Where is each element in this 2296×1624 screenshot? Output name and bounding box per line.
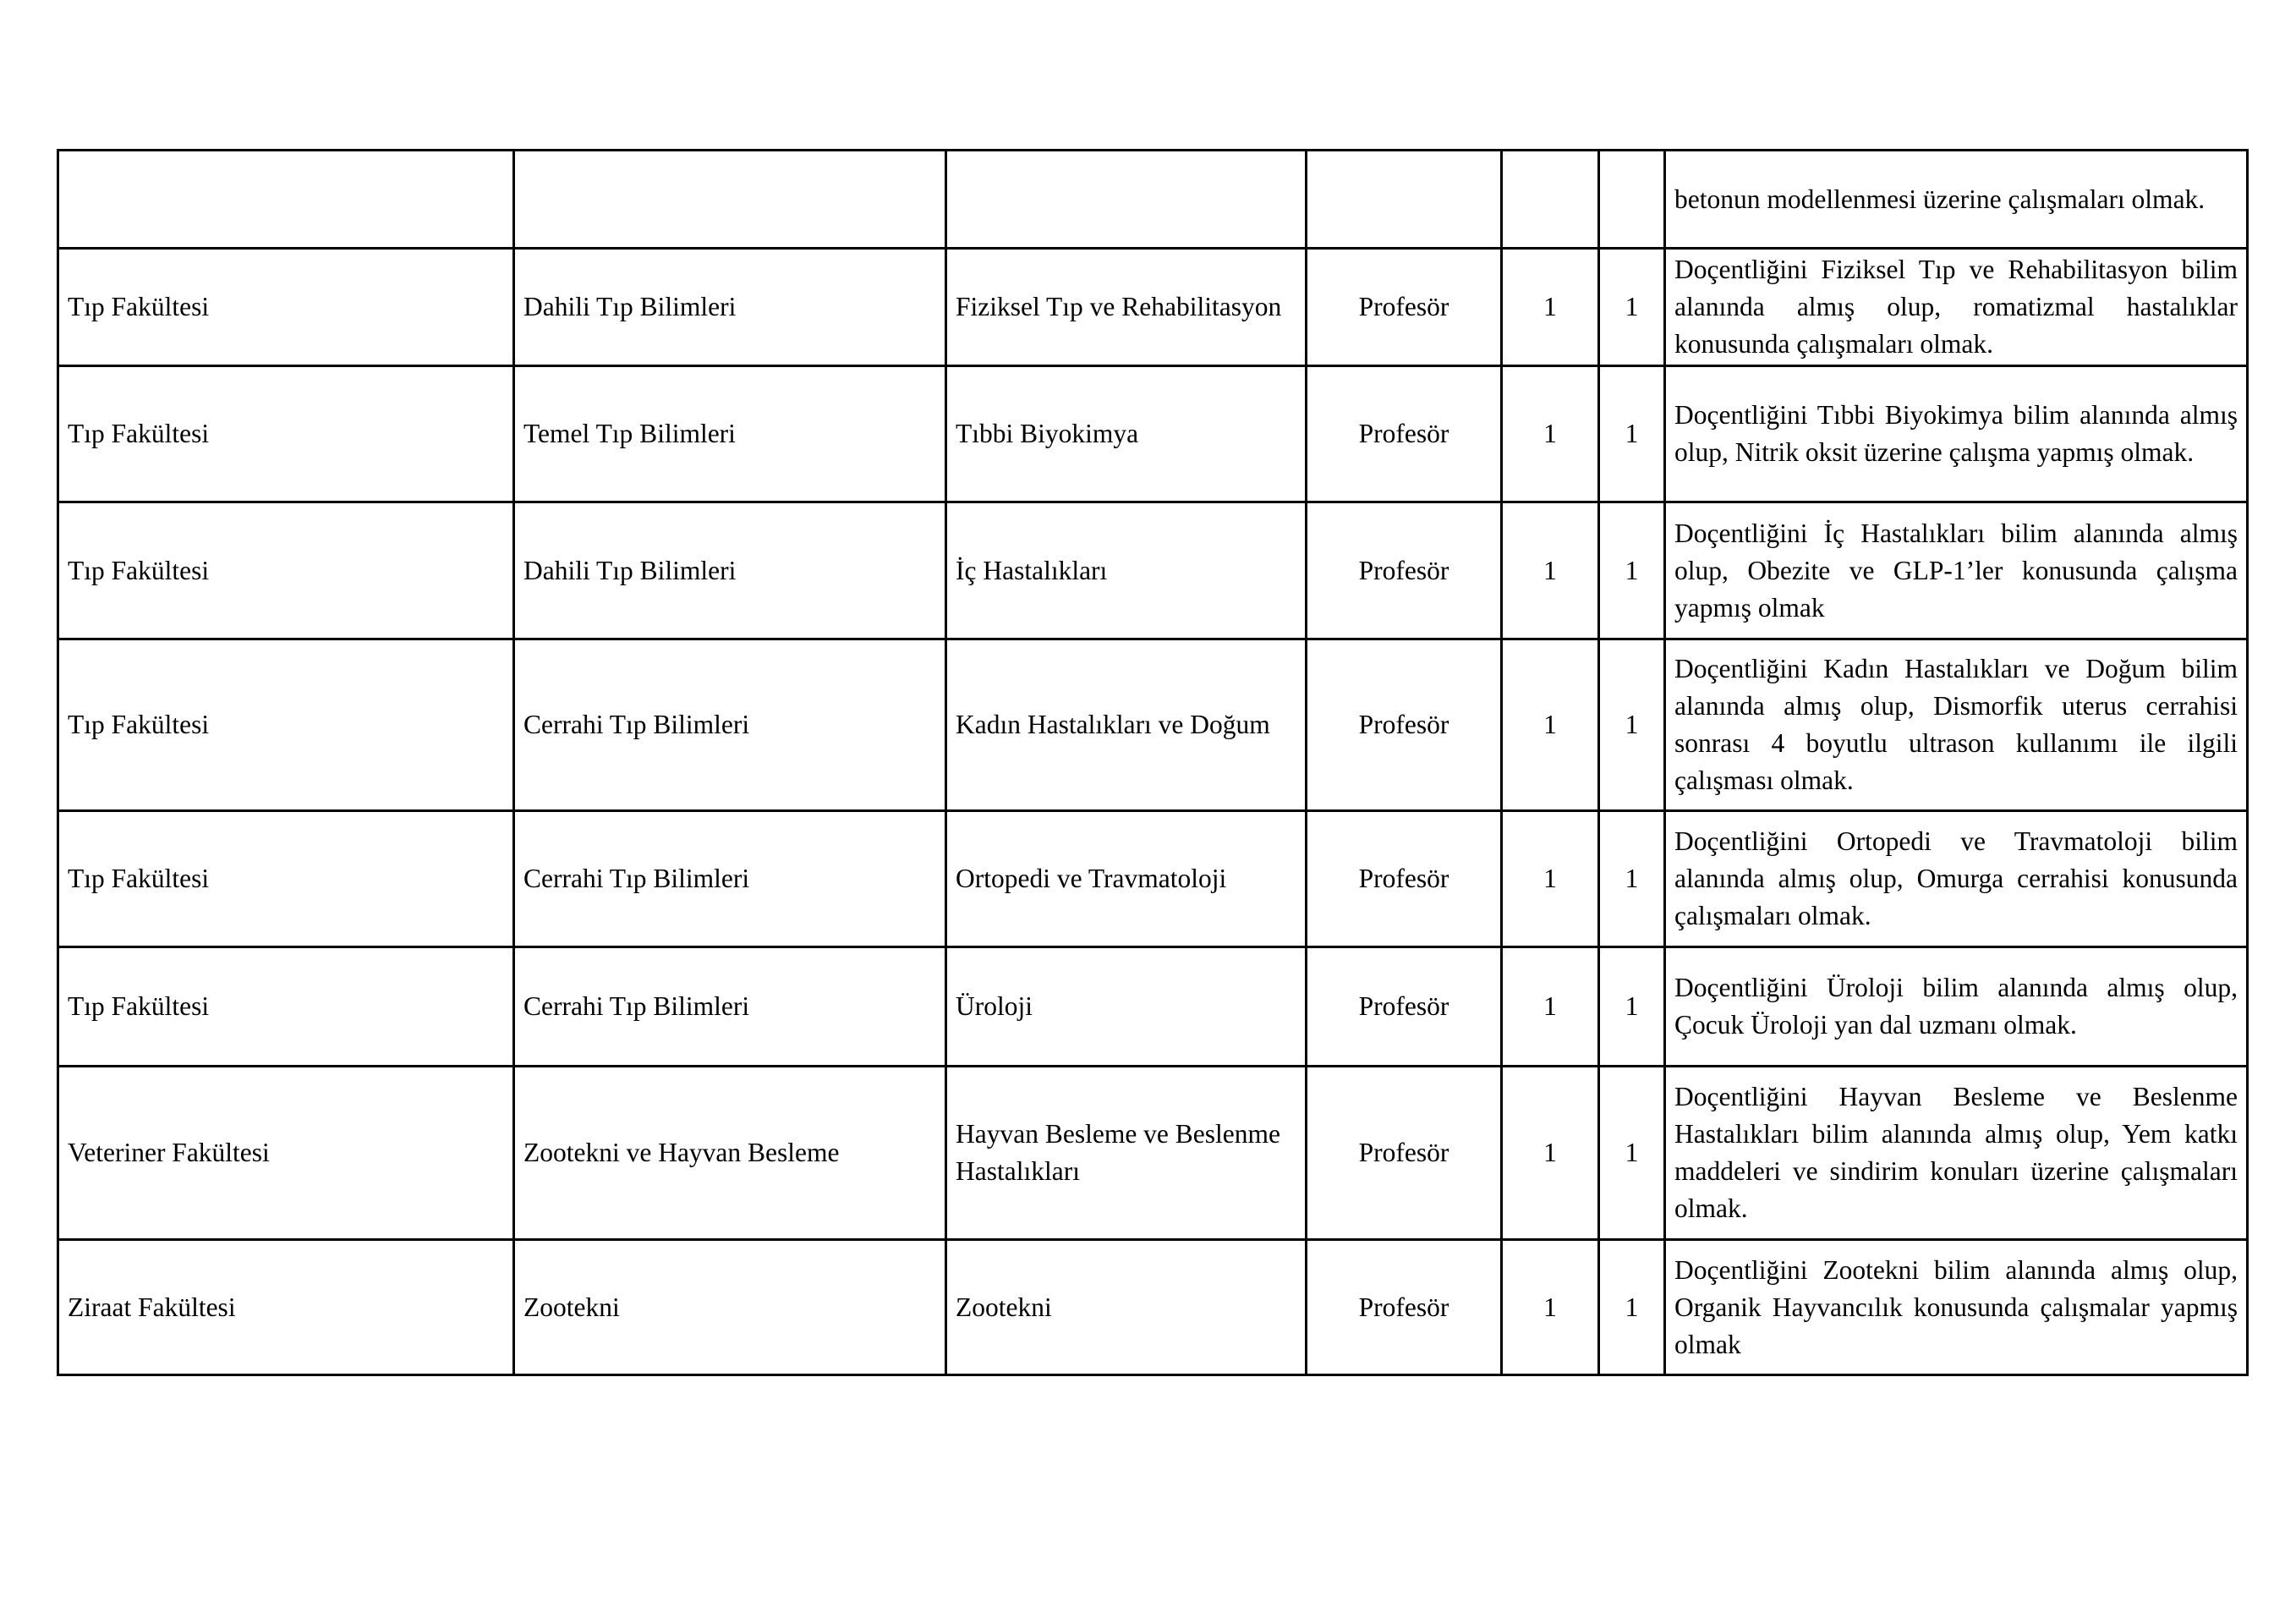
field-cell: Tıbbi Biyokimya: [946, 366, 1307, 502]
requirement-cell: Doçentliğini İç Hastalıkları bilim alanında almış olup, Obezite ve GLP-1’ler konusunda çalışma yapmış olmak: [1665, 502, 2248, 639]
requirement-cell: Doçentliğini Hayvan Besleme ve Beslenme Hastalıkları bilim alanında almış olup, Yem katkı maddeleri ve sindirim konuları üzerine çalışmaları olmak.: [1665, 1067, 2248, 1240]
faculty-cell: Tıp Fakültesi: [58, 366, 514, 502]
title-cell: Profesör: [1307, 947, 1502, 1067]
count-b-cell: 1: [1599, 249, 1665, 366]
table-row: [58, 639, 2248, 811]
table-row-continuation: [58, 151, 2248, 249]
field-cell: Fiziksel Tıp ve Rehabilitasyon: [946, 249, 1307, 366]
count-b-cell: 1: [1599, 639, 1665, 811]
faculty-cell: Tıp Fakültesi: [58, 639, 514, 811]
title-cell: Profesör: [1307, 1067, 1502, 1240]
department-cell: Cerrahi Tıp Bilimleri: [514, 947, 946, 1067]
faculty-cell: Tıp Fakültesi: [58, 502, 514, 639]
requirement-cell: Doçentliğini Tıbbi Biyokimya bilim alanında almış olup, Nitrik oksit üzerine çalışma yapmış olmak.: [1665, 366, 2248, 502]
faculty-cell: Tıp Fakültesi: [58, 811, 514, 947]
count-a-cell: 1: [1502, 249, 1599, 366]
table-row: [58, 249, 2248, 366]
count-a-cell: 1: [1502, 1240, 1599, 1375]
table-row: [58, 811, 2248, 947]
title-cell: Profesör: [1307, 502, 1502, 639]
count-b-cell: 1: [1599, 366, 1665, 502]
department-cell: Dahili Tıp Bilimleri: [514, 249, 946, 366]
faculty-cell: [58, 151, 514, 249]
faculty-cell: Tıp Fakültesi: [58, 947, 514, 1067]
department-cell: Cerrahi Tıp Bilimleri: [514, 639, 946, 811]
field-cell: Kadın Hastalıkları ve Doğum: [946, 639, 1307, 811]
count-a-cell: [1502, 151, 1599, 249]
faculty-cell: Veteriner Fakültesi: [58, 1067, 514, 1240]
faculty-cell: Ziraat Fakültesi: [58, 1240, 514, 1375]
department-cell: Cerrahi Tıp Bilimleri: [514, 811, 946, 947]
requirement-cell: Doçentliğini Kadın Hastalıkları ve Doğum bilim alanında almış olup, Dismorfik uterus cerrahisi sonrası 4 boyutlu ultrason kullanımı ile ilgili çalışması olmak.: [1665, 639, 2248, 811]
field-cell: [946, 151, 1307, 249]
title-cell: [1307, 151, 1502, 249]
count-a-cell: 1: [1502, 947, 1599, 1067]
title-cell: Profesör: [1307, 249, 1502, 366]
count-b-cell: 1: [1599, 502, 1665, 639]
count-a-cell: 1: [1502, 1067, 1599, 1240]
requirement-cell: Doçentliğini Ortopedi ve Travmatoloji bilim alanında almış olup, Omurga cerrahisi konusunda çalışmaları olmak.: [1665, 811, 2248, 947]
count-b-cell: 1: [1599, 811, 1665, 947]
requirement-cell: Doçentliğini Zootekni bilim alanında almış olup, Organik Hayvancılık konusunda çalışmalar yapmış olmak: [1665, 1240, 2248, 1375]
table-row: [58, 1067, 2248, 1240]
table-row: [58, 947, 2248, 1067]
field-cell: Hayvan Besleme ve Beslenme Hastalıkları: [946, 1067, 1307, 1240]
table-row: [58, 366, 2248, 502]
field-cell: Zootekni: [946, 1240, 1307, 1375]
title-cell: Profesör: [1307, 1240, 1502, 1375]
count-b-cell: [1599, 151, 1665, 249]
count-a-cell: 1: [1502, 502, 1599, 639]
count-b-cell: 1: [1599, 1240, 1665, 1375]
count-a-cell: 1: [1502, 639, 1599, 811]
count-a-cell: 1: [1502, 811, 1599, 947]
department-cell: Zootekni ve Hayvan Besleme: [514, 1067, 946, 1240]
faculty-cell: Tıp Fakültesi: [58, 249, 514, 366]
field-cell: Üroloji: [946, 947, 1307, 1067]
department-cell: Zootekni: [514, 1240, 946, 1375]
table-row: [58, 502, 2248, 639]
count-b-cell: 1: [1599, 1067, 1665, 1240]
department-cell: [514, 151, 946, 249]
table-row: [58, 1240, 2248, 1375]
title-cell: Profesör: [1307, 811, 1502, 947]
title-cell: Profesör: [1307, 366, 1502, 502]
title-cell: Profesör: [1307, 639, 1502, 811]
count-b-cell: 1: [1599, 947, 1665, 1067]
department-cell: Dahili Tıp Bilimleri: [514, 502, 946, 639]
requirement-cell: Doçentliğini Üroloji bilim alanında almış olup, Çocuk Üroloji yan dal uzmanı olmak.: [1665, 947, 2248, 1067]
positions-table: [57, 149, 2249, 1376]
department-cell: Temel Tıp Bilimleri: [514, 366, 946, 502]
field-cell: Ortopedi ve Travmatoloji: [946, 811, 1307, 947]
field-cell: İç Hastalıkları: [946, 502, 1307, 639]
requirement-cell: betonun modellenmesi üzerine çalışmaları olmak.: [1665, 151, 2248, 249]
count-a-cell: 1: [1502, 366, 1599, 502]
requirement-cell: Doçentliğini Fiziksel Tıp ve Rehabilitasyon bilim alanında almış olup, romatizmal hastalıklar konusunda çalışmaları olmak.: [1665, 249, 2248, 366]
